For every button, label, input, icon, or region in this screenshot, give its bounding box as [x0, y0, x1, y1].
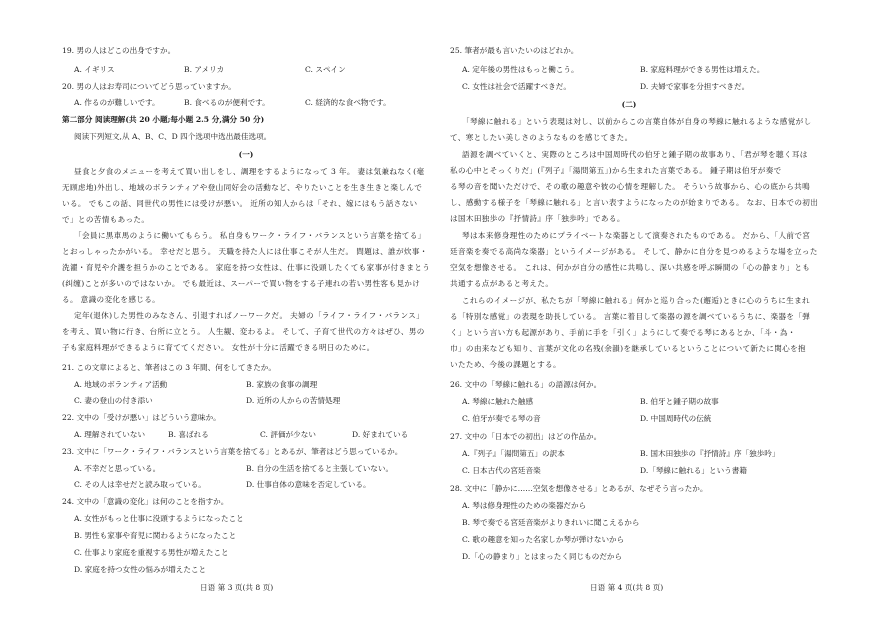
- section-1-title: (一): [238, 150, 254, 159]
- question-19-option-b: B. アメリカ: [184, 65, 225, 74]
- passage-line: 无顾虑地)外出し、地域のボランティアや登山同好会の活動など、やりたいことを生き生きと楽しんで: [62, 183, 423, 192]
- page-4-footer: 日语 第 4 页(共 8 页): [590, 583, 664, 592]
- question-25-option-a: A. 定年後の男性はもっと働こう。: [462, 65, 579, 74]
- passage-line: る琴の音を聞いただけで、その歌の趣意や彼の心情を理解した。 そういう故事から、心の底から共鳴: [450, 182, 811, 191]
- passage-line: 洗濯・育児や介護を担うかのことである。 家庭を持つ女性は、仕事に没頭したくても家事が付きまとう: [62, 263, 431, 272]
- question-26-option-b: B. 伯牙と鍾子期の故事: [640, 397, 719, 406]
- question-21-option-b: B. 家族の食事の調理: [246, 380, 318, 389]
- page-3-footer: 日语 第 3 页(共 8 页): [200, 583, 274, 592]
- question-23-stem: 23. 文中に「ワーク・ライフ・バランスという言葉を捨てる」とあるが、筆者はどう思っているか。: [62, 447, 403, 456]
- passage-line: 空気を想像させる。 これは、何かが自分の感性に共鳴し、深い共感を呼ぶ瞬間の「心の静まり」とも: [450, 263, 811, 272]
- question-23-option-d: D. 仕事自体の意味を否定している。: [246, 480, 371, 489]
- passage-line: て、寒としたい美しさのようなものを感じてきた。: [450, 133, 633, 142]
- passage-line: これらのイメージが、私たちが「琴線に触れる」何かと巡り合った(邂逅)ときに心のうちに生まれ: [462, 296, 810, 305]
- question-22-option-c: C. 評価が少ない: [260, 430, 316, 439]
- question-22-option-d: D. 好まれている: [352, 430, 409, 439]
- question-28-option-d: D.「心の静まり」とはまったく同じものだから: [462, 552, 623, 561]
- part2-title: 第二部分 阅读理解(共 20 小题;每小题 2.5 分,满分 50 分): [62, 115, 265, 124]
- passage-line: (纠缠)ことが多いのではないか。 でも最近は、スーパーで買い物をする子連れの若い男性客も見かけ: [62, 279, 421, 288]
- question-26-option-d: D. 中国周時代の伝統: [640, 414, 712, 423]
- passage-line: で」との苦情もあった。: [62, 215, 150, 224]
- passage-line: は国木田独歩の『抒情詩』序「独歩吟」である。: [450, 214, 625, 223]
- question-20-option-b: B. 食べるのが便利です。: [184, 98, 270, 107]
- question-27-option-d: D.「琴線に触れる」という書籍: [640, 466, 747, 475]
- passage-line: とおっしゃったかがいる。 幸せだと思う。 天職を持た人には仕事こそが人生だ。 問題は、誰が炊事・: [62, 247, 428, 256]
- question-20-stem: 20. 男の人はお寿司についてどう思っていますか。: [62, 82, 236, 91]
- question-28-option-c: C. 歌の趣意を知った名家しか琴が弾けないから: [462, 535, 625, 544]
- passage-line: 定年(退休)した男性のみなさん、引退すればノーワークだ。 夫婦の「ライフ・ライフ・バランス」: [74, 311, 425, 320]
- section-2-title: (二): [621, 100, 637, 109]
- question-24-option-a: A. 女性がもっと仕事に没頭するようになったこと: [74, 514, 244, 523]
- question-24-stem: 24. 文中の「意識の変化」は何のことを指すか。: [62, 497, 229, 506]
- question-21-option-c: C. 妻の登山の付き添い: [74, 396, 153, 405]
- question-24-option-b: B. 男性も家事や育児に関わるようになったこと: [74, 531, 237, 540]
- question-27-option-c: C. 日本古代の宮廷音楽: [462, 466, 541, 475]
- passage-line: いたため、今後の課題とする。: [450, 360, 561, 369]
- question-26-stem: 26. 文中の「琴線に触れる」の語源は何か。: [450, 380, 602, 389]
- passage-line: 共通する点があると考えた。: [450, 279, 554, 288]
- question-25-option-c: C. 女性は社会で活躍すべきだ。: [462, 82, 571, 91]
- passage-line: 廷音楽を奏でる高尚な楽器」というイメージがある。 そして、静かに自分を見つめるような場を立った: [450, 247, 818, 256]
- passage-line: 語源を調べていくと、実際のところは中国周時代の伯牙と鍾子期の故事あり、「君が琴を聴く耳は: [462, 150, 808, 159]
- question-21-stem: 21. この文章によると、筆者はこの 3 年間、何をしてきたか。: [62, 363, 276, 372]
- question-21-option-a: A. 地域のボランティア活動: [74, 380, 168, 389]
- question-24-option-d: D. 家庭を持つ女性の悩みが増えたこと: [74, 565, 207, 574]
- passage-line: る。 意識の変化を感じる。: [62, 295, 161, 304]
- question-19-option-c: C. スペイン: [305, 65, 346, 74]
- part2-instruction: 阅读下列短文,从 A、B、C、D 四个选项中选出最佳选项。: [74, 132, 272, 141]
- question-23-option-a: A. 不幸だと思っている。: [74, 464, 161, 473]
- question-24-option-c: C. 仕事より家庭を重視する男性が増えたこと: [74, 548, 229, 557]
- question-27-option-a: A.『列子』「湯問第五」の訳本: [462, 449, 565, 458]
- passage-line: いる。 でもこの話、同世代の男性には受けが悪い。 近所の知人からは「それ、嫁にはもう話さない: [62, 199, 418, 208]
- question-26-option-c: C. 伯牙が奏でる琴の音: [462, 414, 541, 423]
- question-23-option-c: C. その人は幸せだと読み取っている。: [74, 480, 206, 489]
- question-25-stem: 25. 筆者が最も言いたいのはどれか。: [450, 46, 579, 55]
- question-26-option-a: A. 琴線に触れた触感: [462, 397, 534, 406]
- question-20-option-a: A. 作るのが難しいです。: [74, 98, 160, 107]
- question-19-stem: 19. 男の人はどこの出身ですか。: [62, 46, 176, 55]
- passage-line: 琴は本来修身理性のためにプライベートな楽器として演奏されたものである。 だから、「人前で宮: [462, 231, 811, 240]
- question-28-option-b: B. 琴で奏でる宮廷音楽がよりきれいに聞こえるから: [462, 518, 640, 527]
- question-25-option-b: B. 家庭料理ができる男性は増えた。: [640, 65, 765, 74]
- question-19-option-a: A. イギリス: [74, 65, 115, 74]
- passage-line: 「琴線に触れる」という表現は対し、以前からこの言葉自体が自身の琴線に触れるような感覚がし: [462, 117, 812, 126]
- passage-line: く」という言い方も起源があり、手前に手を「引く」ようにして奏でる琴にあるとか、「斗・為・: [450, 328, 796, 337]
- question-28-stem: 28. 文中に「静かに……空気を想像させる」とあるが、なぜそう言ったか。: [450, 484, 708, 493]
- question-27-stem: 27. 文中の「日本での初出」はどの作品か。: [450, 432, 602, 441]
- question-21-option-d: D. 近所の人からの苦情処理: [246, 396, 341, 405]
- passage-line: 子も家庭料理ができるように育ててください。 女性が十分に活躍できる明日のために。: [62, 343, 375, 352]
- question-20-option-c: C. 経済的な食べ物です。: [305, 98, 391, 107]
- passage-line: を考え、買い物に行き、台所に立とう。 人生観、変わるよ。 そして、子育て世代の方々はぜひ、男の: [62, 327, 425, 336]
- question-22-option-a: A. 理解されていない: [74, 430, 146, 439]
- question-22-stem: 22. 文中の「受けが悪い」はどういう意味か。: [62, 413, 221, 422]
- passage-line: 「会員に黒車馬のように働いてもらう。 私自身もワーク・ライフ・バランスという言葉を捨てる」: [74, 231, 426, 240]
- question-25-option-d: D. 夫婦で家事を分担すべきだ。: [640, 82, 750, 91]
- question-22-option-b: B. 喜ばれる: [168, 430, 209, 439]
- question-27-option-b: B. 国木田独歩の『抒情詩』序「独歩吟」: [640, 449, 780, 458]
- question-28-option-a: A. 琴は修身理性のための楽器だから: [462, 501, 587, 510]
- passage-line: る「特別な感覚」の表現を助長している。 言葉に着目して楽器の源を調べているうちに、楽器を「弾: [450, 312, 811, 321]
- passage-line: 私の心中とそっくりだ」(『列子』「湯問第五」)から生まれた言葉である。 鍾子期は伯牙が奏で: [450, 166, 782, 175]
- passage-line: 巾」の由来なども知り、言葉が文化の名残(余韻)を継承しているということについて新たに関心を抱: [450, 344, 806, 353]
- passage-line: し、感動する様子を「琴線に触れる」と言い表すようになったのが始まりである。 なお、日本での初出: [450, 198, 819, 207]
- passage-line: 昼食と夕食のメニューを考えて買い出しをし、調理をするようになって 3 年。 妻は気兼ねなく(毫: [74, 167, 425, 176]
- question-23-option-b: B. 自分の生活を捨てると主張していない。: [246, 464, 394, 473]
